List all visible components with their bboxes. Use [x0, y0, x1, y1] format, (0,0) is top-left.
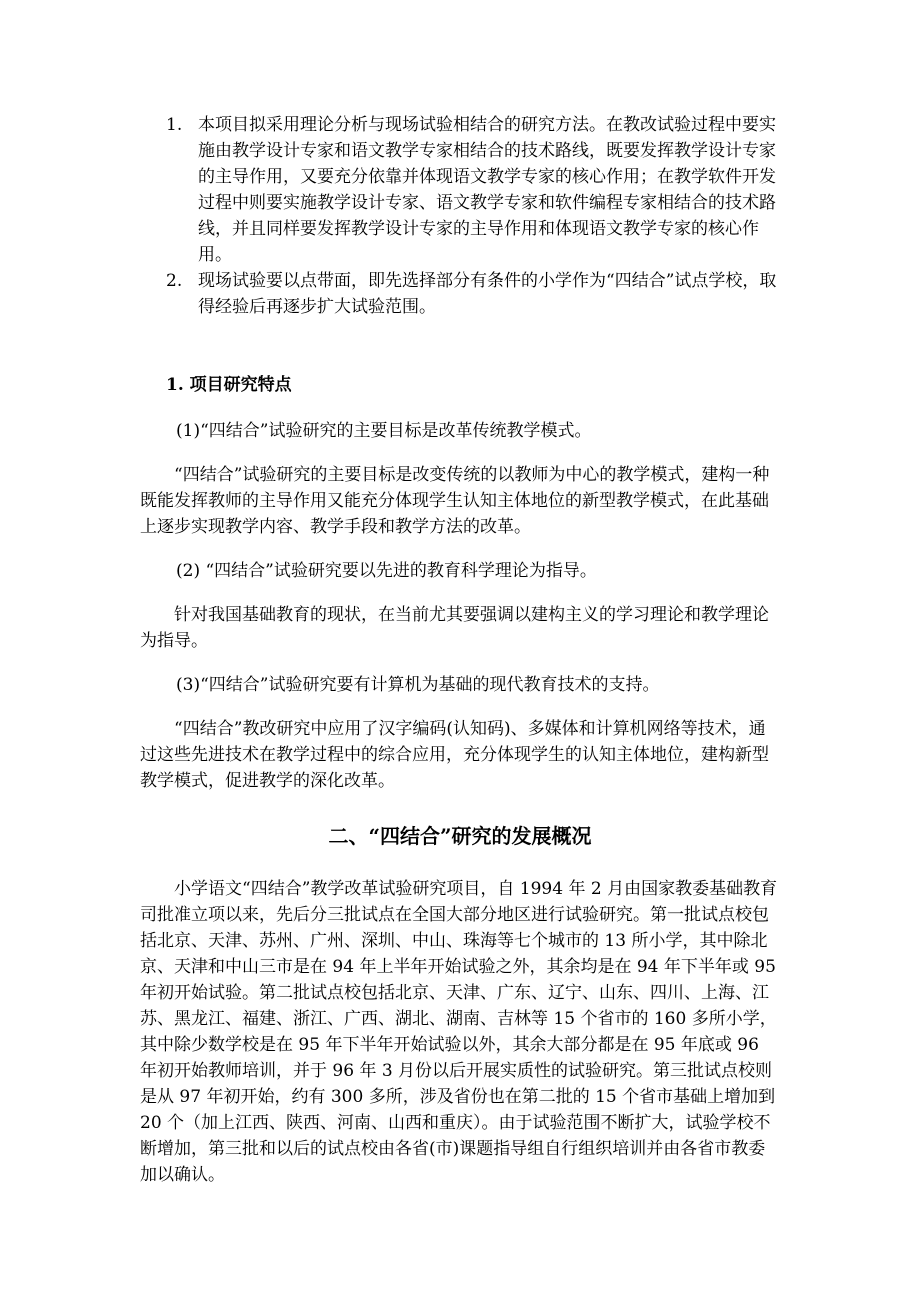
section-title: 二、“四结合”研究的发展概况 — [328, 824, 592, 848]
list-number: 1. — [166, 115, 183, 135]
features-heading: 1. 项目研究特点 — [166, 375, 292, 395]
list-number: 2. — [166, 271, 183, 291]
method-list — [166, 112, 786, 320]
feature-body-1: “四结合”试验研究的主要目标是改变传统的以教师为中心的教学模式，建构一种既能发挥教师的主导作用又能充分体现学生认知主体地位的新型教学模式，在此基础上逐步实现教学内容、教学手段和教学方法的改革。 — [140, 465, 770, 537]
list-text: 本项目拟采用理论分析与现场试验相结合的研究方法。在教改试验过程中要实施由教学设计专家和语文教学专家相结合的技术路线，既要发挥教学设计专家的主导作用，又要充分依靠并体现语文教学专家的核心作用；在教学软件开发过程中则要实施教学设计专家、语文教学专家和软件编程专家相结合的技术路线，并且同样要发挥教学设计专家的主导作用和体现语文教学专家的核心作用。 — [198, 115, 776, 265]
feature-subheading-3: (3)“四结合”试验研究要有计算机为基础的现代教育技术的支持。 — [176, 675, 660, 695]
feature-subheading-1: (1)“四结合”试验研究的主要目标是改革传统教学模式。 — [176, 421, 592, 441]
section-body: 小学语文“四结合”教学改革试验研究项目，自 1994 年 2 月由国家教委基础教育司批准立项以来，先后分三批试点在全国大部分地区进行试验研究。第一批试点校包括北京、天津、苏州、广州、深圳、中山、珠海等七个城市的 13 所小学，其中除北京、天津和中山三市是在 94 年上半年开始试验之外，其余均是在 94 年下半年或 95 年初开始试验。第二批试点校包括北京、天津、广东、辽宁、山东、四川、上海、江苏、黑龙江、福建、浙江、广西、湖北、湖南、吉林等 15 个省市的 160 多所小学，其中除少数学校是在 95 年下半年开始试验以外，其余大部分都是在 95 年底或 96 年初开始教师培训，并于 96 年 3 月份以后开展实质性的试验研究。第三批试点校则是从 97 年初开始，约有 300 多所，涉及省份也在第二批的 15 个省市基础上增加到 20 个（加上江西、陕西、河南、山西和重庆）。由于试验范围不断扩大，试验学校不断增加，第三批和以后的试点校由各省(市)课题指导组自行组织培训并由各省市教委加以确认。 — [140, 879, 778, 1185]
feature-body-2: 针对我国基础教育的现状，在当前尤其要强调以建构主义的学习理论和教学理论为指导。 — [140, 605, 769, 651]
feature-subheading-2: (2) “四结合”试验研究要以先进的教育科学理论为指导。 — [176, 561, 597, 581]
feature-body-3: “四结合”教改研究中应用了汉字编码(认知码)、多媒体和计算机网络等技术，通过这些先进技术在教学过程中的综合应用，充分体现学生的认知主体地位，建构新型教学模式，促进教学的深化改革。 — [140, 719, 769, 791]
list-item — [166, 112, 786, 268]
list-item — [166, 268, 786, 320]
list-text: 现场试验要以点带面，即先选择部分有条件的小学作为“四结合”试点学校，取得经验后再逐步扩大试验范围。 — [198, 271, 777, 317]
